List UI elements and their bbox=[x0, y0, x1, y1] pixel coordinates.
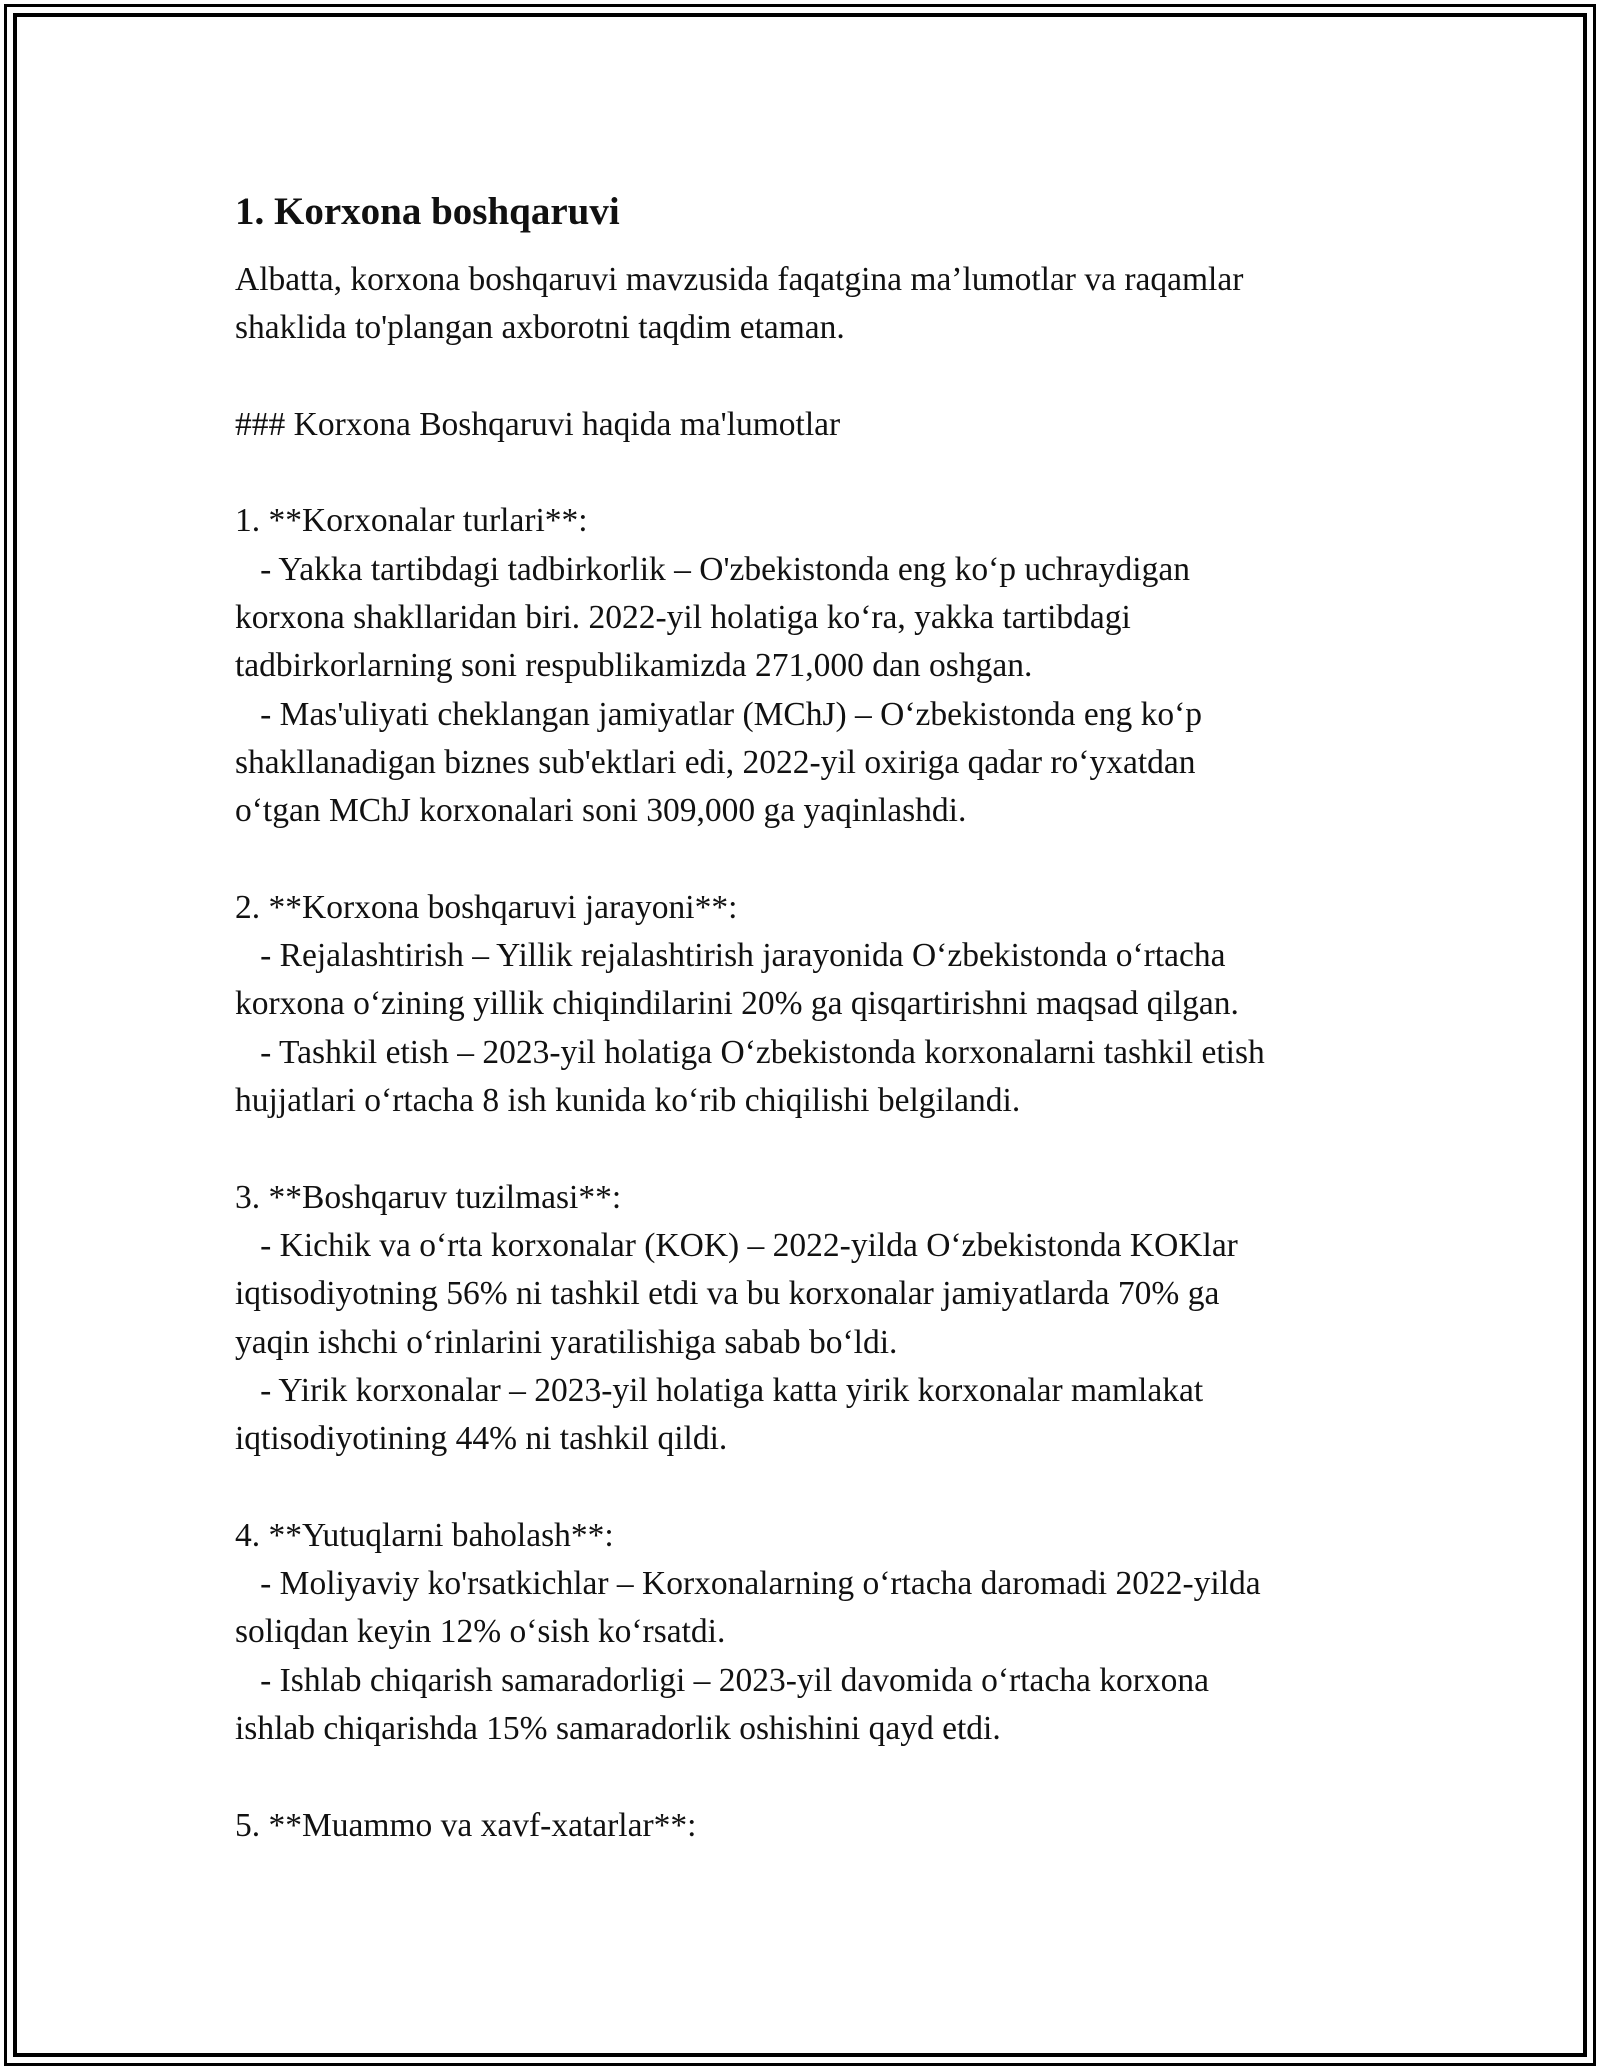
blank-line bbox=[235, 1125, 1395, 1173]
section-heading: 2. **Korxona boshqaruvi jarayoni**: bbox=[235, 888, 738, 926]
section-3 bbox=[235, 1174, 1395, 1464]
section-line: ishlab chiqarishda 15% samaradorlik oshishini qayd etdi. bbox=[235, 1709, 1001, 1747]
section-line: - Mas'uliyati cheklangan jamiyatlar (MChJ) – Oʻzbekistonda eng koʻp bbox=[235, 695, 1203, 733]
subheading: ### Korxona Boshqaruvi haqida ma'lumotlar bbox=[235, 405, 841, 443]
section-4 bbox=[235, 1512, 1395, 1753]
section-2 bbox=[235, 884, 1395, 1125]
intro-line: Albatta, korxona boshqaruvi mavzusida faqatgina ma’lumotlar va raqamlar bbox=[235, 261, 1244, 298]
blank-line bbox=[235, 1753, 1395, 1801]
blank-line bbox=[235, 353, 1395, 401]
section-line: - Ishlab chiqarish samaradorligi – 2023-yil davomida oʻrtacha korxona bbox=[235, 1661, 1210, 1699]
section-line: soliqdan keyin 12% oʻsish koʻrsatdi. bbox=[235, 1613, 726, 1651]
section-line: shakllanadigan biznes sub'ektlari edi, 2022-yil oxiriga qadar roʻyxatdan bbox=[235, 743, 1196, 781]
section-line: iqtisodiyotining 44% ni tashkil qildi. bbox=[235, 1420, 728, 1458]
section-heading: 3. **Boshqaruv tuzilmasi**: bbox=[235, 1178, 622, 1216]
section-line: hujjatlari oʻrtacha 8 ish kunida koʻrib chiqilishi belgilandi. bbox=[235, 1082, 1021, 1120]
blank-line bbox=[235, 1463, 1395, 1511]
section-line: oʻtgan MChJ korxonalari soni 309,000 ga yaqinlashdi. bbox=[235, 792, 967, 830]
section-line: iqtisodiyotning 56% ni tashkil etdi va bu korxonalar jamiyatlarda 70% ga bbox=[235, 1275, 1220, 1313]
intro-paragraph bbox=[235, 256, 1395, 353]
section-line: korxona oʻzining yillik chiqindilarini 20% ga qisqartirishni maqsad qilgan. bbox=[235, 985, 1239, 1023]
blank-line bbox=[235, 449, 1395, 497]
document-body bbox=[235, 188, 1395, 1850]
blank-line bbox=[235, 836, 1395, 884]
section-5 bbox=[235, 1802, 1395, 1850]
section-line: - Yakka tartibdagi tadbirkorlik – O'zbekistonda eng koʻp uchraydigan bbox=[235, 550, 1190, 588]
section-line: tadbirkorlarning soni respublikamizda 271,000 dan oshgan. bbox=[235, 647, 1033, 685]
section-line: korxona shakllaridan biri. 2022-yil holatiga koʻra, yakka tartibdagi bbox=[235, 599, 1131, 637]
section-heading: 1. **Korxonalar turlari**: bbox=[235, 502, 588, 540]
section-heading: 4. **Yutuqlarni baholash**: bbox=[235, 1516, 614, 1554]
section-line: - Rejalashtirish – Yillik rejalashtirish jarayonida Oʻzbekistonda oʻrtacha bbox=[235, 937, 1226, 975]
section-line: - Yirik korxonalar – 2023-yil holatiga katta yirik korxonalar mamlakat bbox=[235, 1371, 1204, 1409]
section-line: yaqin ishchi oʻrinlarini yaratilishiga sabab boʻldi. bbox=[235, 1323, 898, 1361]
document-title: 1. Korxona boshqaruvi bbox=[235, 190, 620, 233]
section-1 bbox=[235, 497, 1395, 835]
intro-line: shaklida to'plangan axborotni taqdim etaman. bbox=[235, 309, 845, 347]
section-line: - Tashkil etish – 2023-yil holatiga Oʻzbekistonda korxonalarni tashkil etish bbox=[235, 1033, 1265, 1071]
section-heading: 5. **Muammo va xavf-xatarlar**: bbox=[235, 1806, 697, 1844]
section-line: - Moliyaviy ko'rsatkichlar – Korxonalarning oʻrtacha daromadi 2022-yilda bbox=[235, 1565, 1261, 1603]
section-line: - Kichik va oʻrta korxonalar (KOK) – 2022-yilda Oʻzbekistonda KOKlar bbox=[235, 1226, 1238, 1264]
